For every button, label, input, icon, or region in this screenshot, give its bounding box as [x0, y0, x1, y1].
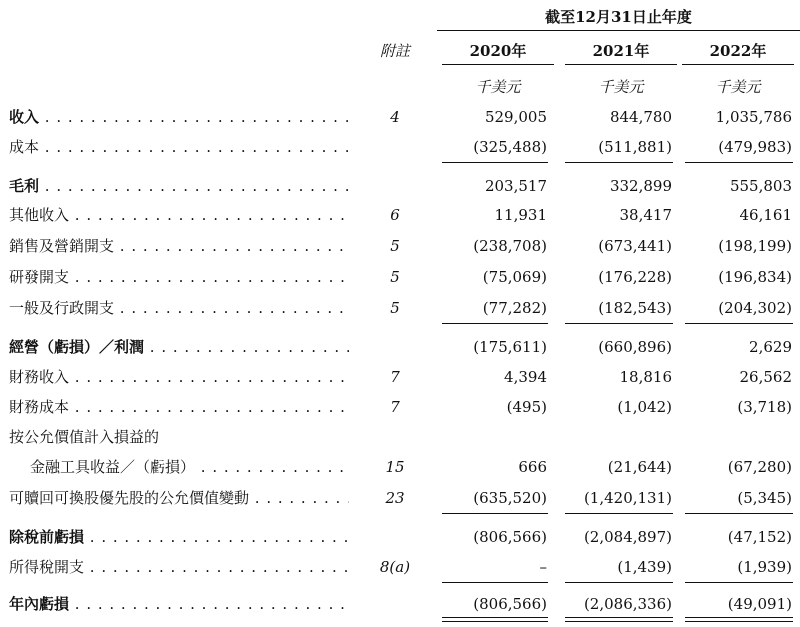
subtotal-rule [565, 323, 673, 324]
unit-2021: 千美元 [598, 78, 644, 96]
row-label: 金融工具收益／（虧損） . . . [30, 456, 349, 478]
value-2020: 666 [518, 458, 547, 476]
value-2021: (673,441) [598, 237, 672, 255]
value-2020: (806,566) [473, 528, 547, 546]
row-label: 成本 . . . [9, 136, 349, 158]
value-2022: (196,834) [718, 268, 792, 286]
subtotal-rule [442, 513, 548, 514]
row-label: 可贖回可換股優先股的公允價值變動 . . . [9, 487, 349, 509]
row-note: 5 [390, 237, 400, 255]
value-2021: (182,543) [598, 299, 672, 317]
value-2022: (67,280) [727, 458, 792, 476]
row-note: 4 [390, 108, 400, 126]
row-note: 7 [390, 398, 400, 416]
subtotal-rule [442, 582, 548, 583]
row-loss-for-year [0, 593, 800, 615]
value-2020: (635,520) [473, 489, 547, 507]
row-financial-instruments [0, 456, 800, 478]
value-2022: 1,035,786 [715, 108, 792, 126]
row-fvtpl-heading [0, 426, 800, 448]
value-2021: (511,881) [598, 138, 672, 156]
value-2020: (806,566) [473, 595, 547, 613]
row-label: 研發開支 . . . [9, 266, 349, 288]
value-2020: (175,611) [473, 338, 547, 356]
row-preferred-shares [0, 487, 800, 509]
value-2021: 332,899 [609, 177, 672, 195]
year-2021-rule [565, 64, 677, 65]
row-note: 8(a) [379, 558, 411, 576]
subtotal-rule [685, 513, 793, 514]
row-label: 收入 . . . [9, 106, 349, 128]
row-note: 6 [390, 206, 400, 224]
row-gross-profit [0, 175, 800, 197]
row-label: 按公允價值計入損益的 [9, 428, 160, 446]
value-2022: (198,199) [718, 237, 792, 255]
note-header: 附註 [379, 42, 410, 60]
row-label: 財務收入 . . . [9, 366, 349, 388]
value-2022: 26,562 [739, 368, 792, 386]
row-finance-income [0, 366, 800, 388]
year-2020-rule [442, 64, 554, 65]
total-double-rule [565, 617, 673, 622]
year-2021-header: 2021年 [592, 42, 650, 60]
value-2022: 2,629 [749, 338, 792, 356]
value-2020: (495) [506, 398, 547, 416]
period-rule [437, 30, 800, 31]
value-2020: (238,708) [473, 237, 547, 255]
row-note: 15 [385, 458, 405, 476]
row-label: 毛利 . . . [9, 175, 349, 197]
row-operating-result [0, 336, 800, 358]
value-2020: – [539, 558, 547, 576]
subtotal-rule [685, 323, 793, 324]
value-2022: (49,091) [727, 595, 792, 613]
value-2021: (2,084,897) [583, 528, 672, 546]
row-label: 其他收入 . . . [9, 204, 349, 226]
value-2020: 4,394 [504, 368, 547, 386]
unit-2020: 千美元 [475, 78, 521, 96]
subtotal-rule [442, 162, 548, 163]
subtotal-rule [685, 582, 793, 583]
subtotal-rule [565, 513, 673, 514]
row-label: 財務成本 . . . [9, 396, 349, 418]
value-2020: (75,069) [482, 268, 547, 286]
row-cost [0, 136, 800, 158]
subtotal-rule [685, 162, 793, 163]
value-2022: 46,161 [739, 206, 792, 224]
period-header: 截至12月31日止年度 [545, 8, 692, 26]
value-2021: 844,780 [609, 108, 672, 126]
year-2022-header: 2022年 [709, 42, 767, 60]
row-finance-cost [0, 396, 800, 418]
row-income-tax [0, 556, 800, 578]
value-2022: (479,983) [718, 138, 792, 156]
value-2021: (1,420,131) [583, 489, 672, 507]
value-2022: (47,152) [727, 528, 792, 546]
value-2022: (204,302) [718, 299, 792, 317]
row-loss-before-tax [0, 526, 800, 548]
total-double-rule [442, 617, 548, 622]
row-label: 除稅前虧損 . . . [9, 526, 349, 548]
value-2021: 18,816 [619, 368, 672, 386]
row-note: 5 [390, 299, 400, 317]
row-label: 一般及行政開支 . . . [9, 297, 349, 319]
row-other-income [0, 204, 800, 226]
row-label: 經營（虧損）／利潤 . . . [9, 336, 349, 358]
value-2021: (2,086,336) [583, 595, 672, 613]
row-label: 銷售及營銷開支 . . . [9, 235, 349, 257]
value-2020: (325,488) [473, 138, 547, 156]
subtotal-rule [565, 582, 673, 583]
row-rnd [0, 266, 800, 288]
total-double-rule [685, 617, 793, 622]
value-2022: 555,803 [729, 177, 792, 195]
row-note: 23 [385, 489, 405, 507]
subtotal-rule [442, 323, 548, 324]
unit-2022: 千美元 [715, 78, 761, 96]
row-note: 5 [390, 268, 400, 286]
row-label: 所得稅開支 . . . [9, 556, 349, 578]
row-selling-marketing [0, 235, 800, 257]
year-2020-header: 2020年 [469, 42, 527, 60]
value-2020: (77,282) [482, 299, 547, 317]
value-2021: (21,644) [607, 458, 672, 476]
row-note: 7 [390, 368, 400, 386]
row-label: 年內虧損 . . . [9, 593, 349, 615]
row-revenue [0, 106, 800, 128]
value-2020: 529,005 [484, 108, 547, 126]
value-2021: (1,042) [617, 398, 672, 416]
value-2021: (1,439) [617, 558, 672, 576]
year-2022-rule [682, 64, 794, 65]
row-general-admin [0, 297, 800, 319]
value-2022: (3,718) [737, 398, 792, 416]
value-2022: (5,345) [737, 489, 792, 507]
subtotal-rule [565, 162, 673, 163]
value-2021: 38,417 [619, 206, 672, 224]
value-2022: (1,939) [737, 558, 792, 576]
value-2020: 11,931 [494, 206, 547, 224]
value-2021: (176,228) [598, 268, 672, 286]
value-2021: (660,896) [598, 338, 672, 356]
value-2020: 203,517 [484, 177, 547, 195]
